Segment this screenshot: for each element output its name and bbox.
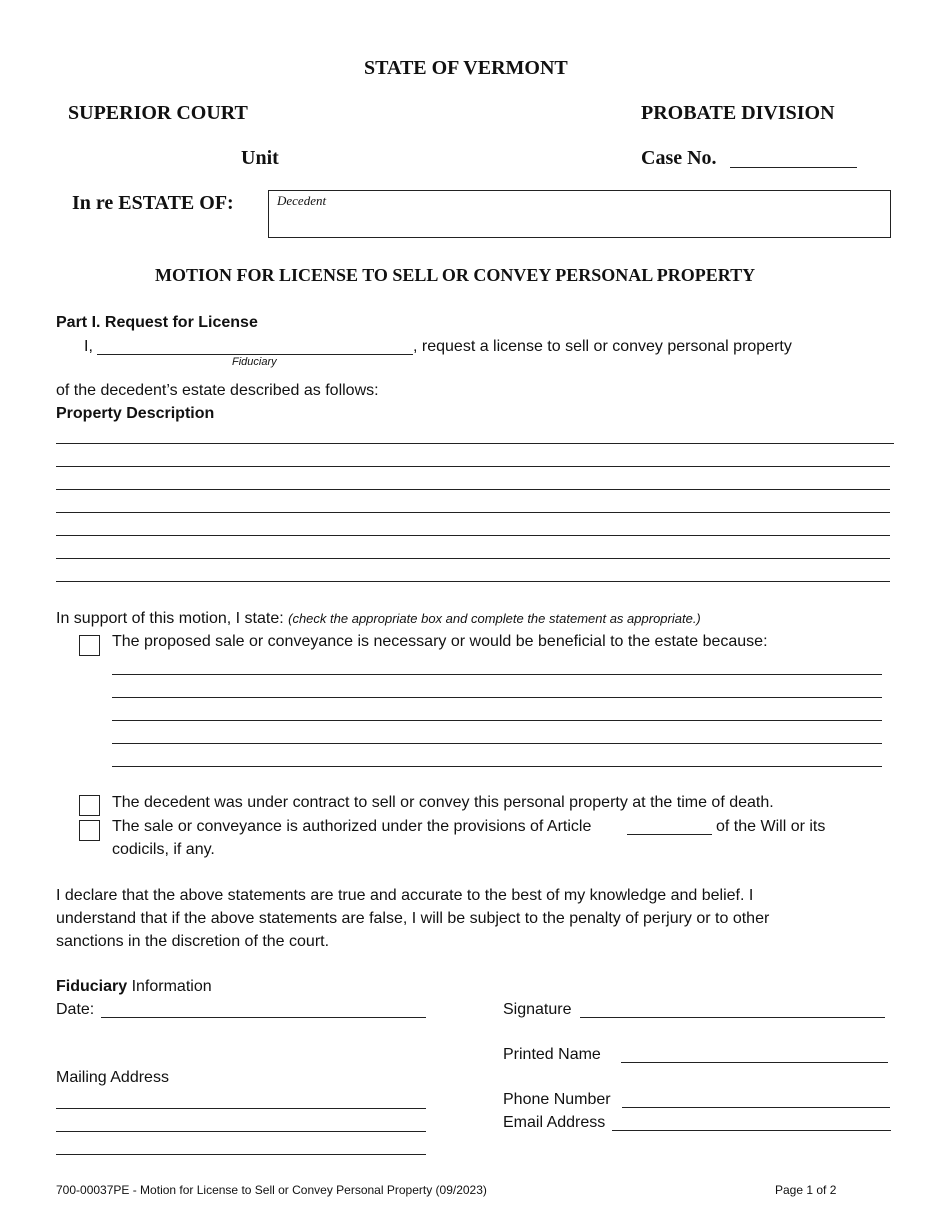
option-will-text-a: The sale or conveyance is authorized under the provisions of Article	[112, 818, 592, 835]
contract-checkbox[interactable]	[79, 795, 100, 816]
unit-label: Unit	[241, 147, 279, 169]
option-beneficial-text: The proposed sale or conveyance is necessary or would be beneficial to the estate because:	[112, 633, 768, 650]
estate-label: In re ESTATE OF:	[72, 192, 234, 214]
reason-line[interactable]	[112, 697, 882, 698]
reason-line[interactable]	[112, 743, 882, 744]
email-address-field[interactable]	[612, 1130, 891, 1131]
property-description-line[interactable]	[56, 581, 890, 582]
support-intro-note: (check the appropriate box and complete the statement as appropriate.)	[288, 611, 701, 626]
described-text: of the decedent’s estate described as follows:	[56, 382, 379, 399]
mailing-address-label: Mailing Address	[56, 1069, 169, 1086]
support-intro-text: In support of this motion, I state:	[56, 610, 284, 627]
printed-name-label: Printed Name	[503, 1046, 601, 1063]
case-number-field[interactable]	[730, 167, 857, 168]
option-will-text-c: codicils, if any.	[112, 841, 215, 858]
declaration-line-2: understand that if the above statements are false, I will be subject to the penalty of perjury or to other	[56, 910, 770, 927]
property-description-line[interactable]	[56, 443, 894, 444]
phone-number-label: Phone Number	[503, 1091, 611, 1108]
decedent-name-field[interactable]	[268, 190, 891, 238]
property-description-line[interactable]	[56, 466, 890, 467]
fiduciary-name-field[interactable]	[97, 354, 413, 355]
signature-field[interactable]	[580, 1017, 885, 1018]
article-number-field[interactable]	[627, 834, 712, 835]
mailing-address-line[interactable]	[56, 1154, 426, 1155]
date-label: Date:	[56, 1001, 95, 1018]
i-label: I,	[84, 338, 93, 355]
property-description-heading: Property Description	[56, 405, 215, 422]
signature-label: Signature	[503, 1001, 572, 1018]
decedent-caption: Decedent	[277, 193, 327, 208]
property-description-line[interactable]	[56, 489, 890, 490]
email-address-label: Email Address	[503, 1114, 606, 1131]
page-number: Page 1 of 2	[775, 1183, 837, 1197]
fiduciary-info-heading	[56, 978, 212, 996]
option-contract-text: The decedent was under contract to sell or convey this personal property at the time of death.	[112, 794, 774, 811]
declaration-line-1: I declare that the above statements are true and accurate to the best of my knowledge and belief. I	[56, 887, 754, 904]
mailing-address-line[interactable]	[56, 1131, 426, 1132]
fiduciary-caption: Fiduciary	[232, 356, 277, 368]
form-id-footer: 700-00037PE - Motion for License to Sell or Convey Personal Property (09/2023)	[56, 1183, 487, 1197]
phone-number-field[interactable]	[622, 1107, 890, 1108]
support-intro	[56, 610, 701, 628]
mailing-address-line[interactable]	[56, 1108, 426, 1109]
property-description-line[interactable]	[56, 535, 890, 536]
fiduciary-heading-bold: Fiduciary	[56, 978, 128, 995]
will-authorized-checkbox[interactable]	[79, 820, 100, 841]
court-name: SUPERIOR COURT	[68, 102, 248, 124]
declaration-line-3: sanctions in the discretion of the court.	[56, 933, 330, 950]
state-title: STATE OF VERMONT	[364, 57, 568, 79]
property-description-line[interactable]	[56, 558, 890, 559]
division-name: PROBATE DIVISION	[641, 102, 835, 124]
part1-heading: Part I. Request for License	[56, 314, 258, 331]
beneficial-checkbox[interactable]	[79, 635, 100, 656]
reason-line[interactable]	[112, 720, 882, 721]
reason-line[interactable]	[112, 674, 882, 675]
case-number-label: Case No.	[641, 147, 717, 169]
request-text: , request a license to sell or convey personal property	[413, 338, 792, 355]
reason-line[interactable]	[112, 766, 882, 767]
printed-name-field[interactable]	[621, 1062, 888, 1063]
option-will-text-b: of the Will or its	[716, 818, 826, 835]
fiduciary-heading-rest: Information	[127, 978, 212, 995]
date-field[interactable]	[101, 1017, 426, 1018]
property-description-line[interactable]	[56, 512, 890, 513]
form-title: MOTION FOR LICENSE TO SELL OR CONVEY PERSONAL PROPERTY	[155, 265, 756, 285]
